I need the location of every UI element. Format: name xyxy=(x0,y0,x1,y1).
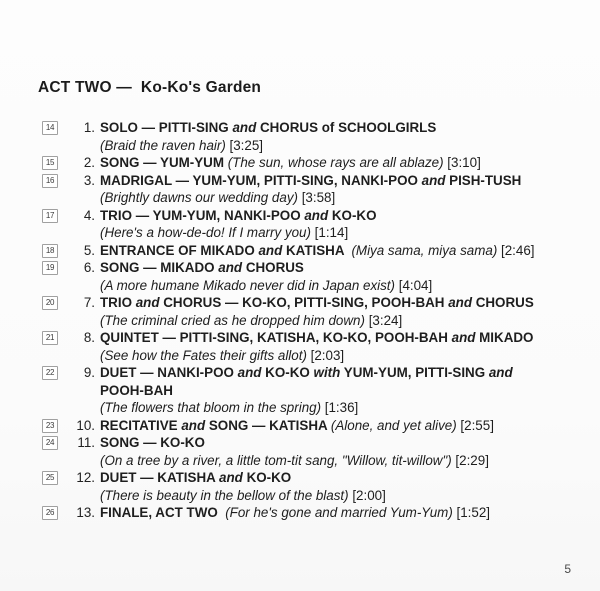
item-number: 10. xyxy=(76,417,95,433)
item-number: 4. xyxy=(83,207,95,223)
item-number: 3. xyxy=(83,172,95,188)
track-lines xyxy=(100,434,586,469)
track-line: (Here's a how-de-do! If I marry you) [1:14] xyxy=(100,225,349,240)
track-line: FINALE, ACT TWO (For he's gone and married Yum-Yum) [1:52] xyxy=(100,505,491,520)
track-line: (There is beauty in the bellow of the blast) [2:00] xyxy=(100,487,386,503)
track-line: DUET — NANKI-POO and KO-KO with YUM-YUM, PITTI-SING and xyxy=(100,365,513,380)
track-line: QUINTET — PITTI-SING, KATISHA, KO-KO, POOH-BAH and MIKADO xyxy=(100,330,534,345)
track-lines xyxy=(100,469,586,504)
track-lines xyxy=(100,119,586,154)
item-number: 7. xyxy=(83,295,95,310)
item-number: 2. xyxy=(83,155,95,170)
cd-track-number-badge: 15 xyxy=(42,156,58,170)
track-row xyxy=(0,119,600,154)
item-number: 8. xyxy=(83,330,95,345)
track-lines xyxy=(100,364,586,417)
item-number: 13. xyxy=(76,505,95,520)
track-lines xyxy=(100,329,586,364)
page-title: ACT TWO — Ko-Ko's Garden xyxy=(38,79,262,96)
track-row xyxy=(0,259,600,294)
track-line: (The criminal cried as he dropped him down) [3:24] xyxy=(100,312,403,328)
track-line: POOH-BAH xyxy=(100,382,173,398)
track-line: (On a tree by a river, a little tom-tit sang, "Willow, tit-willow") [2:29] xyxy=(100,452,489,468)
cd-track-number-badge: 14 xyxy=(42,121,58,135)
track-line: MADRIGAL — YUM-YUM, PITTI-SING, NANKI-POO and PISH-TUSH xyxy=(100,172,522,188)
track-row xyxy=(0,434,600,469)
page-number: 5 xyxy=(564,562,571,576)
track-lines xyxy=(100,242,586,260)
cd-track-number-badge: 16 xyxy=(42,174,58,188)
item-number: 11. xyxy=(77,435,95,450)
track-row xyxy=(0,207,600,242)
track-line: SONG — MIKADO and CHORUS xyxy=(100,260,304,275)
track-row xyxy=(0,242,600,260)
cd-track-number-badge: 26 xyxy=(42,506,58,520)
cd-track-number-badge: 24 xyxy=(42,436,58,450)
track-row xyxy=(0,329,600,364)
item-number: 5. xyxy=(83,242,95,258)
track-line: RECITATIVE and SONG — KATISHA (Alone, and yet alive) [2:55] xyxy=(100,417,494,433)
track-lines xyxy=(100,417,586,435)
track-line: SOLO — PITTI-SING and CHORUS of SCHOOLGIRLS xyxy=(100,120,437,135)
cd-track-number-badge: 21 xyxy=(42,331,58,345)
track-line: ENTRANCE OF MIKADO and KATISHA (Miya sama, miya sama) [2:46] xyxy=(100,242,535,258)
track-lines xyxy=(100,154,586,172)
track-lines xyxy=(100,259,586,294)
track-line: (Brightly dawns our wedding day) [3:58] xyxy=(100,190,336,205)
track-lines xyxy=(100,294,586,329)
track-line: (See how the Fates their gifts allot) [2:03] xyxy=(100,347,345,363)
track-row xyxy=(0,294,600,329)
item-number: 12. xyxy=(76,470,95,485)
track-row xyxy=(0,364,600,417)
cd-track-number-badge: 23 xyxy=(42,419,58,433)
track-line: DUET — KATISHA and KO-KO xyxy=(100,470,292,485)
track-line: TRIO — YUM-YUM, NANKI-POO and KO-KO xyxy=(100,207,377,223)
cd-track-number-badge: 18 xyxy=(42,244,58,258)
cd-track-number-badge: 22 xyxy=(42,366,58,380)
track-lines xyxy=(100,172,586,207)
track-row xyxy=(0,417,600,435)
cd-track-number-badge: 25 xyxy=(42,471,58,485)
track-row xyxy=(0,154,600,172)
item-number: 1. xyxy=(83,120,95,135)
track-line: TRIO and CHORUS — KO-KO, PITTI-SING, POOH-BAH and CHORUS xyxy=(100,295,534,310)
track-row xyxy=(0,504,600,522)
track-line: SONG — YUM-YUM (The sun, whose rays are all ablaze) [3:10] xyxy=(100,155,481,170)
track-line: (The flowers that bloom in the spring) [1:36] xyxy=(100,400,359,415)
cd-track-number-badge: 19 xyxy=(42,261,58,275)
track-line: (Braid the raven hair) [3:25] xyxy=(100,137,264,153)
item-number: 9. xyxy=(83,365,95,380)
track-row xyxy=(0,469,600,504)
cd-track-number-badge: 20 xyxy=(42,296,58,310)
track-list xyxy=(0,119,600,522)
cd-track-number-badge: 17 xyxy=(42,209,58,223)
item-number: 6. xyxy=(83,260,95,275)
track-row xyxy=(0,172,600,207)
track-lines xyxy=(100,504,586,522)
track-line: SONG — KO-KO xyxy=(100,435,205,450)
track-lines xyxy=(100,207,586,242)
track-line: (A more humane Mikado never did in Japan exist) [4:04] xyxy=(100,277,433,293)
